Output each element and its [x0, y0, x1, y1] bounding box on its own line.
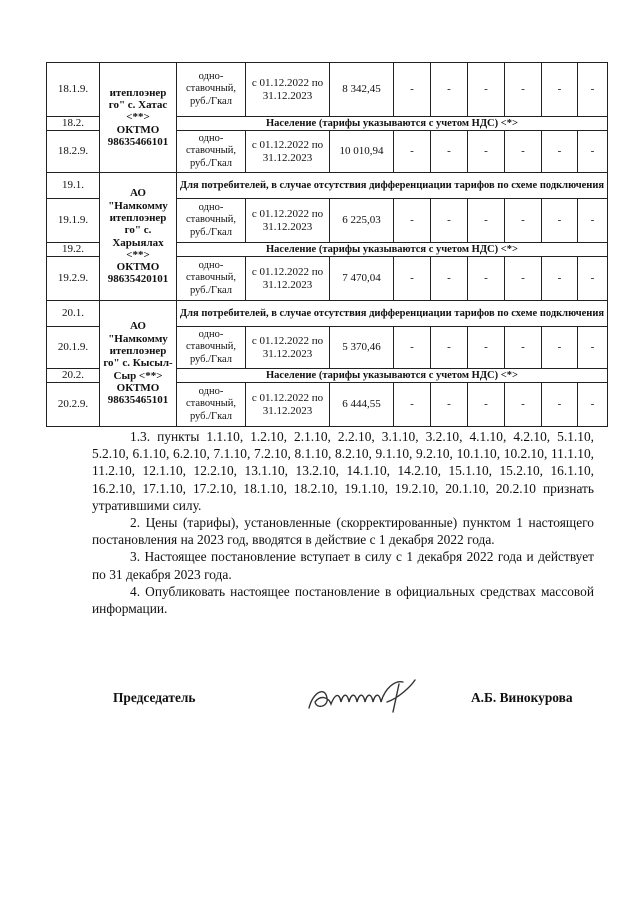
empty-cell: -: [431, 383, 468, 427]
org-name: итеплоэнер го" с. Хатас <**>: [108, 86, 168, 124]
signature-block: [0, 686, 640, 726]
empty-cell: -: [468, 131, 505, 173]
empty-cell: -: [468, 63, 505, 117]
paragraph-4: 4. Опубликовать настоящее постановление в официальных средствах массовой информации.: [92, 583, 594, 617]
tariff-value: 5 370,46: [330, 327, 394, 369]
table-row: [47, 173, 608, 199]
oktmo-label: ОКТМО: [116, 381, 160, 394]
section-header: Для потребителей, в случае отсутствия дифференциации тарифов по схеме подключения: [177, 173, 608, 199]
section-header: Для потребителей, в случае отсутствия дифференциации тарифов по схеме подключения: [177, 301, 608, 327]
tariff-kind: одно-ставочный, руб./Гкал: [177, 257, 246, 301]
row-number: 18.2.: [47, 117, 100, 131]
tariff-period: с 01.12.2022 по 31.12.2023: [246, 383, 330, 427]
tariff-value: 10 010,94: [330, 131, 394, 173]
empty-cell: -: [542, 383, 578, 427]
tariff-value: 8 342,45: [330, 63, 394, 117]
empty-cell: -: [578, 257, 608, 301]
section-header: Население (тарифы указываются с учетом НДС) <*>: [177, 369, 608, 383]
oktmo-label: ОКТМО: [116, 261, 160, 274]
oktmo-code: 98635465101: [107, 394, 169, 407]
tariff-value: 6 225,03: [330, 199, 394, 243]
org-cell: [100, 301, 177, 427]
empty-cell: -: [542, 327, 578, 369]
tariff-value: 7 470,04: [330, 257, 394, 301]
paragraph-2: 2. Цены (тарифы), установленные (скорректированные) пунктом 1 настоящего постановления на 2023 год, вводятся в действие с 1 декабря 2022 года.: [92, 515, 594, 548]
section-header: Население (тарифы указываются с учетом НДС) <*>: [177, 243, 608, 257]
handwritten-signature: [303, 672, 423, 720]
row-number: 19.2.9.: [47, 257, 100, 301]
tariff-kind: одно-ставочный, руб./Гкал: [177, 63, 246, 117]
section-header: Население (тарифы указываются с учетом НДС) <*>: [177, 117, 608, 131]
empty-cell: -: [431, 63, 468, 117]
empty-cell: -: [542, 257, 578, 301]
tariff-period: с 01.12.2022 по 31.12.2023: [246, 63, 330, 117]
signer-position: Председатель: [113, 690, 196, 705]
empty-cell: -: [431, 199, 468, 243]
empty-cell: -: [505, 63, 542, 117]
row-number: 19.1.9.: [47, 199, 100, 243]
tariff-kind: одно-ставочный, руб./Гкал: [177, 131, 246, 173]
empty-cell: -: [394, 383, 431, 427]
tariff-period: с 01.12.2022 по 31.12.2023: [246, 199, 330, 243]
empty-cell: -: [394, 257, 431, 301]
row-number: 19.2.: [47, 243, 100, 257]
empty-cell: -: [394, 199, 431, 243]
org-name: АО "Намкомму итеплоэнер го" с. Кысыл-Сыр <**>: [103, 320, 173, 382]
tariff-period: с 01.12.2022 по 31.12.2023: [246, 131, 330, 173]
row-number: 18.2.9.: [47, 131, 100, 173]
empty-cell: -: [542, 199, 578, 243]
oktmo-code: 98635466101: [107, 135, 169, 148]
empty-cell: -: [394, 327, 431, 369]
empty-cell: -: [394, 63, 431, 117]
tariff-period: с 01.12.2022 по 31.12.2023: [246, 257, 330, 301]
row-number: 19.1.: [47, 173, 100, 199]
empty-cell: -: [468, 383, 505, 427]
table-row: [47, 301, 608, 327]
org-name: АО "Намкомму итеплоэнер го" с. Харыялах <**>: [108, 187, 168, 261]
empty-cell: -: [578, 131, 608, 173]
org-cell: [100, 63, 177, 173]
empty-cell: -: [505, 257, 542, 301]
empty-cell: -: [468, 327, 505, 369]
tariff-table: [46, 62, 608, 427]
row-number: 20.1.: [47, 301, 100, 327]
tariff-value: 6 444,55: [330, 383, 394, 427]
row-number: 18.1.9.: [47, 63, 100, 117]
paragraph-1-3: 1.3. пункты 1.1.10, 1.2.10, 2.1.10, 2.2.10, 3.1.10, 3.2.10, 4.1.10, 4.2.10, 5.1.10, 5.2.10, 6.1.10, 6.2.10, 7.1.10, 7.2.10, 8.1.10, 8.2.10, 9.1.10, 9.2.10, 10.1.10, 10.2.10, 11.1.10, 11.2.10, 12.1.10, 12.2.10, 13.1.10, 13.2.10, 14.1.10, 14.2.10, 15.1.10, 15.2.10, 16.1.10, 16.2.10, 17.1.10, 17.2.10, 18.1.10, 18.2.10, 19.1.10, 19.2.10, 20.1.10, 20.2.10 признать утратившими силу.: [92, 429, 594, 513]
oktmo-label: ОКТМО: [116, 123, 160, 136]
empty-cell: -: [542, 131, 578, 173]
empty-cell: -: [578, 199, 608, 243]
table-row: [47, 63, 608, 117]
signer-name: А.Б. Винокурова: [471, 690, 573, 705]
empty-cell: -: [578, 383, 608, 427]
tariff-kind: одно-ставочный, руб./Гкал: [177, 383, 246, 427]
tariff-kind: одно-ставочный, руб./Гкал: [177, 327, 246, 369]
empty-cell: -: [468, 199, 505, 243]
tariff-period: с 01.12.2022 по 31.12.2023: [246, 327, 330, 369]
empty-cell: -: [542, 63, 578, 117]
empty-cell: -: [505, 383, 542, 427]
org-cell: [100, 173, 177, 301]
empty-cell: -: [394, 131, 431, 173]
empty-cell: -: [468, 257, 505, 301]
row-number: 20.1.9.: [47, 327, 100, 369]
oktmo-code: 98635420101: [107, 273, 169, 286]
empty-cell: -: [578, 63, 608, 117]
empty-cell: -: [578, 327, 608, 369]
paragraph-3: 3. Настоящее постановление вступает в силу с 1 декабря 2022 года и действует по 31 декабря 2023 года.: [92, 549, 594, 582]
empty-cell: -: [505, 131, 542, 173]
empty-cell: -: [431, 327, 468, 369]
row-number: 20.2.: [47, 369, 100, 383]
body-text: [92, 428, 594, 617]
row-number: 20.2.9.: [47, 383, 100, 427]
tariff-kind: одно-ставочный, руб./Гкал: [177, 199, 246, 243]
empty-cell: -: [431, 131, 468, 173]
empty-cell: -: [505, 327, 542, 369]
empty-cell: -: [505, 199, 542, 243]
empty-cell: -: [431, 257, 468, 301]
